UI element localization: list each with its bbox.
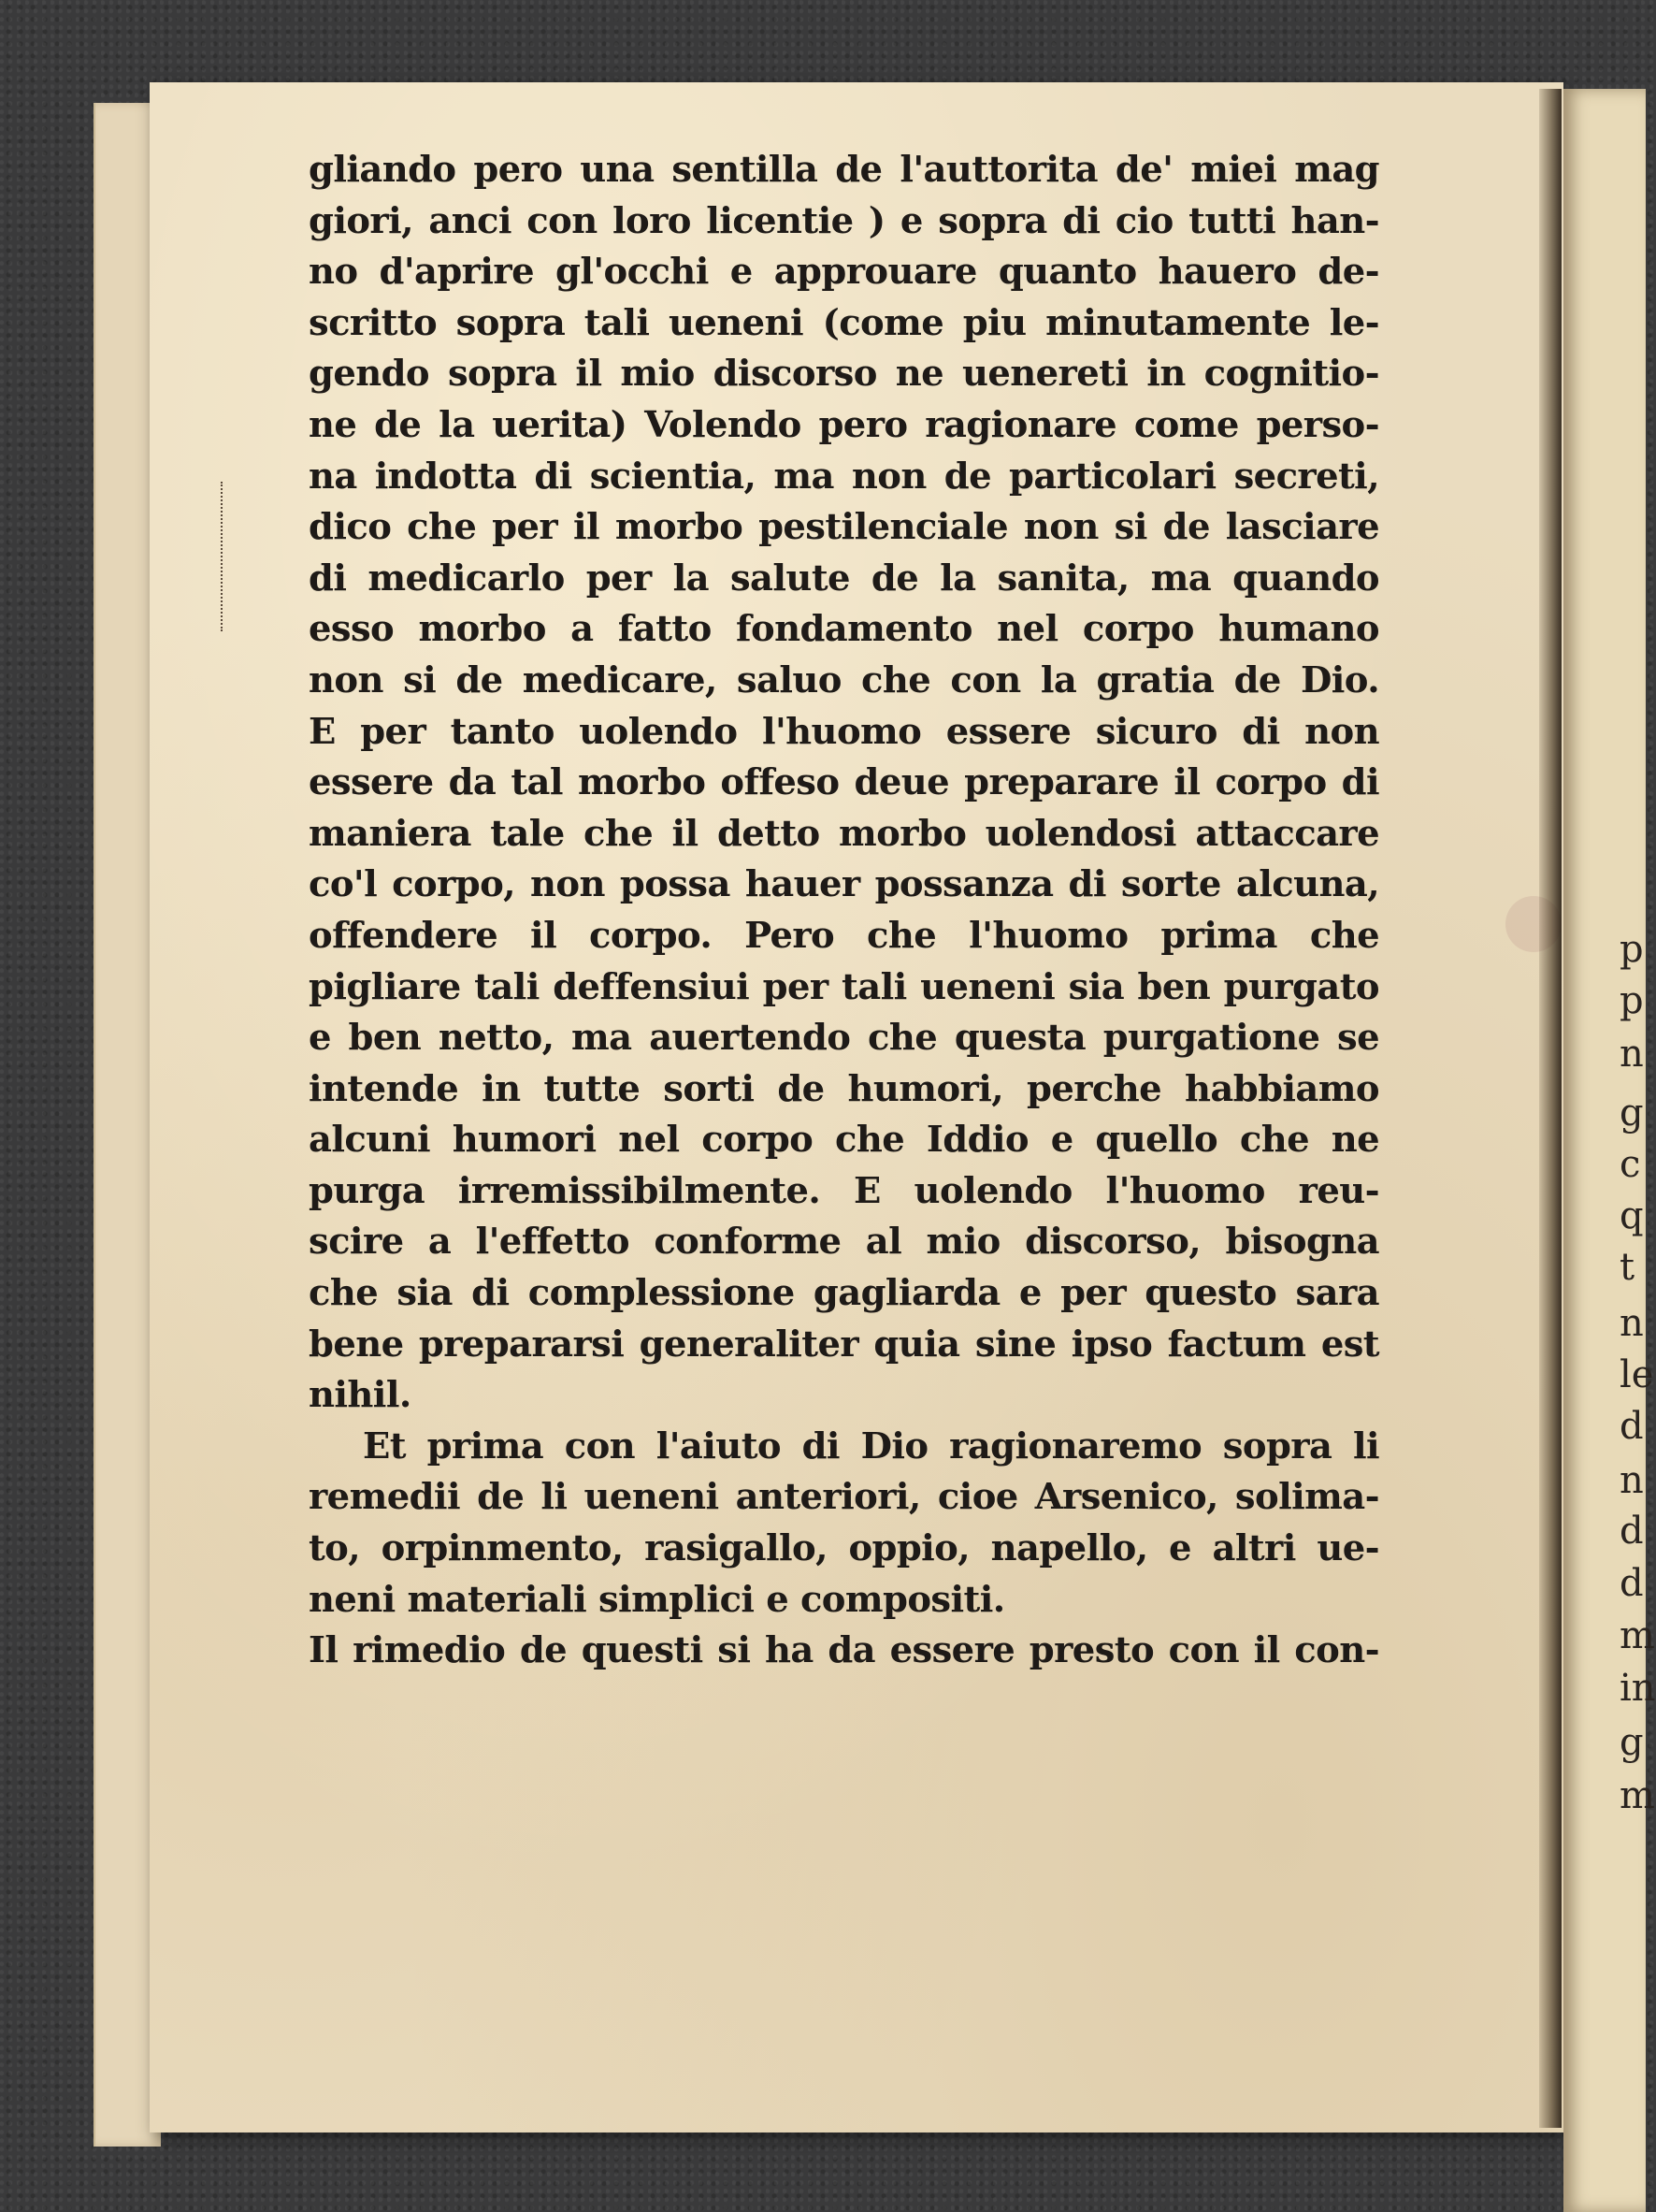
text-line: scritto sopra tali ueneni (come piu minutamente le- <box>309 301 1379 344</box>
text-line: ne de la uerita) Volendo pero ragionare come perso- <box>309 403 1379 446</box>
text-line: e ben netto, ma auertendo che questa purgatione se <box>309 1017 1379 1060</box>
facing-page-letter: g <box>1620 1721 1644 1764</box>
text-line: gendo sopra il mio discorso ne uenereti in cognitio- <box>309 353 1379 396</box>
facing-page-letter: p <box>1620 928 1644 971</box>
facing-page-letter: p <box>1620 979 1644 1022</box>
facing-page-letter: in <box>1620 1667 1656 1710</box>
facing-page-letter: t <box>1620 1246 1635 1289</box>
facing-page-letter: d <box>1620 1405 1644 1448</box>
facing-page-letter: m <box>1620 1614 1655 1657</box>
text-line: di medicarlo per la salute de la sanita, ma quando <box>309 557 1379 600</box>
facing-page-letter: n <box>1620 1033 1644 1076</box>
text-line: Il rimedio de questi si ha da essere presto con il con- <box>309 1629 1379 1672</box>
text-line: remedii de li ueneni anteriori, cioe Arsenico, solima- <box>309 1476 1379 1519</box>
text-line: che sia di complessione gagliarda e per questo sara <box>309 1272 1379 1315</box>
text-line: gliando pero una sentilla de l'auttorita de' miei mag <box>309 149 1379 191</box>
text-line: co'l corpo, non possa hauer possanza di sorte alcuna, <box>309 863 1379 906</box>
facing-page-letter: n <box>1620 1459 1644 1502</box>
text-line: alcuni humori nel corpo che Iddio e quello che ne <box>309 1119 1379 1162</box>
text-line: intende in tutte sorti de humori, perche habbiamo <box>309 1067 1379 1110</box>
text-line: scire a l'effetto conforme al mio discorso, bisogna <box>309 1221 1379 1264</box>
facing-page-letter: g <box>1620 1092 1644 1135</box>
text-line: nihil. <box>309 1374 411 1417</box>
text-line: pigliare tali deffensiui per tali ueneni sia ben purgato <box>309 965 1379 1008</box>
text-line: dico che per il morbo pestilenciale non si de lasciare <box>309 506 1379 549</box>
text-line: no d'aprire gl'occhi e approuare quanto hauero de- <box>309 251 1379 294</box>
text-line: non si de medicare, saluo che con la gratia de Dio. <box>309 658 1379 701</box>
text-line: to, orpinmento, rasigallo, oppio, napello, e altri ue- <box>309 1527 1379 1570</box>
facing-page-letter: d <box>1620 1510 1644 1553</box>
facing-page-letter: n <box>1620 1302 1644 1345</box>
text-line: neni materiali simplici e compositi. <box>309 1578 1005 1621</box>
text-line: offendere il corpo. Pero che l'huomo prima che <box>309 914 1379 957</box>
book-gutter <box>1539 89 1562 2128</box>
facing-page-edge <box>1563 89 1656 2212</box>
facing-page-letter: d <box>1620 1562 1644 1605</box>
margin-marks <box>221 482 230 631</box>
text-line: E per tanto uolendo l'huomo essere sicuro di non <box>309 710 1379 753</box>
text-line: esso morbo a fatto fondamento nel corpo humano <box>309 608 1379 651</box>
facing-page-letter: c <box>1620 1143 1641 1186</box>
text-line: essere da tal morbo offeso deue preparare il corpo di <box>309 761 1379 804</box>
text-line: maniera tale che il detto morbo uolendosi attaccare <box>309 812 1379 855</box>
facing-page-letter: m <box>1620 1774 1655 1817</box>
text-line: purga irremissibilmente. E uolendo l'huomo reu- <box>309 1169 1379 1212</box>
text-line: bene prepararsi generaliter quia sine ipso factum est <box>309 1323 1379 1366</box>
facing-page-letter: q <box>1620 1194 1644 1237</box>
page-text <box>309 145 1379 1677</box>
text-line: na indotta di scientia, ma non de particolari secreti, <box>309 455 1379 498</box>
text-line: Et prima con l'aiuto di Dio ragionaremo sopra li <box>363 1424 1379 1467</box>
facing-page-letter: le <box>1620 1353 1654 1396</box>
text-line: giori, anci con loro licentie ) e sopra di cio tutti han- <box>309 199 1379 242</box>
